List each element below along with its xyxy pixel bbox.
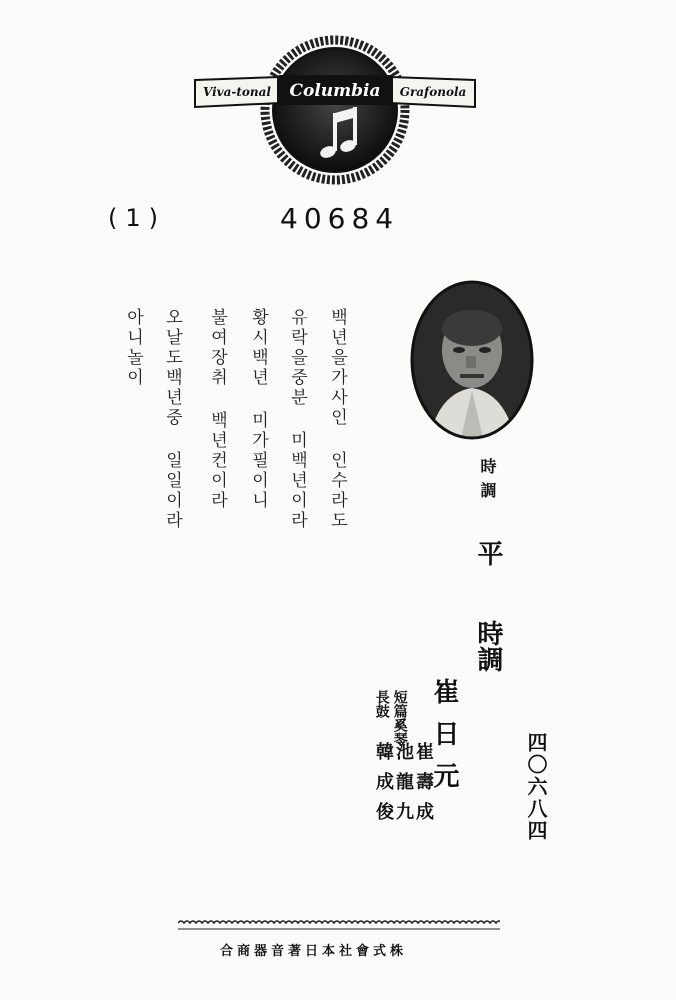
logo-right-text: Grafonola (399, 85, 467, 99)
publisher-name: 合商器音著日本社會式株 (220, 944, 408, 959)
singer-name: 崔日元 (429, 678, 459, 804)
instrument-3-player: 韓成俊 (373, 742, 394, 832)
lyric-line-3: 황시백년 미가필이니 (248, 308, 268, 511)
singer-portrait (408, 278, 536, 443)
logo-left-text: Viva-tonal (203, 85, 271, 99)
genre-label: 時調 (478, 458, 497, 506)
lyric-line-5: 오날도백년중 일일이라 (162, 308, 182, 531)
instrument-2-player: 池龍九 (393, 742, 414, 832)
lyric-line-4: 불여장취 백년컨이라 (207, 308, 227, 511)
catalog-number-kanji: 四〇六八四 (524, 732, 548, 842)
logo-center-text: Columbia (289, 81, 381, 101)
title-first-part: 平 (473, 540, 503, 566)
wavy-divider (178, 918, 500, 932)
lyric-line-1: 백년을가사인 인수라도 (327, 308, 347, 531)
columbia-logo (185, 35, 485, 185)
lyric-line-2: 유락을중분 미백년이라 (287, 308, 307, 531)
title-second-part: 時調 (473, 620, 503, 672)
instrument-3-name: 長鼓 (373, 690, 390, 718)
lyric-line-6: 아니놀이 (123, 308, 143, 388)
page-number: (1) (108, 204, 166, 232)
instrument-1-player: 崔壽成 (413, 742, 434, 832)
instrument-1-name: 短篇奚琴 (391, 690, 408, 746)
catalog-number: 40684 (280, 202, 400, 235)
